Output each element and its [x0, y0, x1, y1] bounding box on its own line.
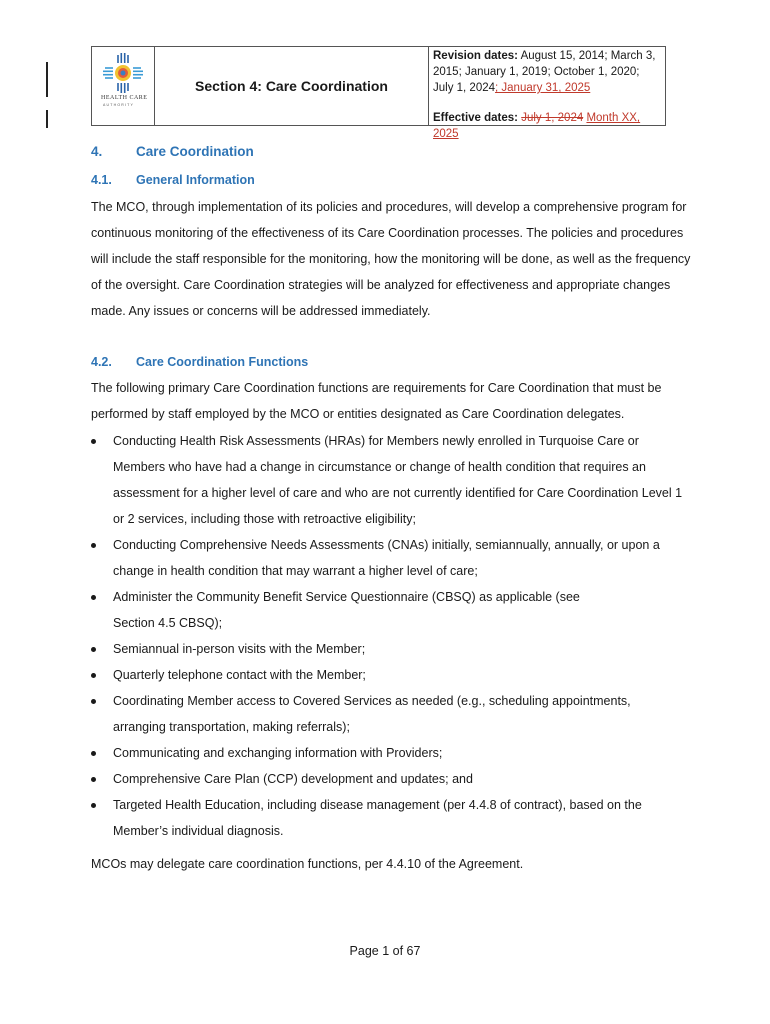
bullet-icon — [91, 777, 96, 782]
bullet-icon — [91, 647, 96, 652]
revision-dates-text: August 15, 2014; March 3, 2015; January 1, 2019; October 1, 2020; July 1, 2024 — [433, 50, 656, 94]
list-item-text: Conducting Comprehensive Needs Assessments (CNAs) initially, semiannually, annually, or upon a change in health condition that may warrant a higher level of care; — [113, 538, 660, 578]
functions-bullet-list — [91, 428, 691, 844]
list-item-text: Comprehensive Care Plan (CCP) development and updates; and — [113, 772, 473, 786]
revision-added-text: ; January 31, 2025 — [495, 82, 591, 94]
subsection-number: 4.1. — [91, 173, 112, 187]
subsection-heading-4-2 — [91, 355, 308, 369]
list-item-text: Targeted Health Education, including disease management (per 4.4.8 of contract), based on the Member’s individual diagnosis. — [113, 798, 642, 838]
subsection-title: General Information — [136, 173, 255, 187]
logo — [92, 47, 155, 125]
closing-paragraph: MCOs may delegate care coordination functions, per 4.4.10 of the Agreement. — [91, 857, 524, 871]
section-heading — [91, 144, 254, 159]
list-item-text: Coordinating Member access to Covered Services as needed (e.g., scheduling appointments, arranging transportation, making referrals); — [113, 694, 631, 734]
section-heading-text: Care Coordination — [136, 144, 254, 159]
section-title: Section 4: Care Coordination — [155, 47, 429, 125]
general-information-paragraph: The MCO, through implementation of its policies and procedures, will develop a comprehensive program for continuous monitoring of the effectiveness of its Care Coordination processes. The policies and procedures will include the staff responsible for the monitoring, how the monitoring will be done, as well as the frequency of the oversight. Care Coordination strategies will be analyzed for effectiveness and appropriate changes made. Any issues or concerns will be addressed immediately. — [91, 200, 691, 318]
list-item-text: Quarterly telephone contact with the Member; — [113, 668, 366, 682]
list-item — [91, 740, 691, 766]
bullet-icon — [91, 595, 96, 600]
list-item — [91, 688, 691, 740]
effective-deleted-text: July 1, 2024 — [521, 112, 584, 124]
list-item — [91, 662, 691, 688]
effective-added-text: Month XX, 2025 — [433, 112, 641, 140]
bullet-icon — [91, 751, 96, 756]
effective-label: Effective dates: — [433, 112, 519, 124]
subsection-number: 4.2. — [91, 355, 112, 369]
logo-text: HEALTH CARE — [101, 95, 148, 101]
list-item — [91, 792, 691, 844]
bullet-icon — [91, 543, 96, 548]
bullet-icon — [91, 439, 96, 444]
revision-label: Revision dates: — [433, 50, 518, 62]
list-item-text: Administer the Community Benefit Service Questionnaire (CBSQ) as applicable (see Section 4.5 CBSQ); — [113, 590, 580, 630]
list-item — [91, 766, 691, 792]
list-item — [91, 532, 691, 584]
change-bar — [46, 110, 48, 128]
page-number: Page 1 of 67 — [349, 944, 421, 958]
functions-intro-paragraph: The following primary Care Coordination functions are requirements for Care Coordination that must be performed by staff employed by the MCO or entities designated as Care Coordination delegates. — [91, 381, 662, 421]
section-number: 4. — [91, 144, 103, 159]
bullet-icon — [91, 699, 96, 704]
list-item-text: Communicating and exchanging information with Providers; — [113, 746, 443, 760]
revision-block — [429, 47, 665, 140]
list-item — [91, 636, 691, 662]
bullet-icon — [91, 673, 96, 678]
revision-dates — [433, 48, 661, 96]
logo-subtext: AUTHORITY — [103, 103, 135, 107]
list-item-text: Semiannual in-person visits with the Member; — [113, 642, 366, 656]
subsection-title: Care Coordination Functions — [136, 355, 309, 369]
change-bar — [46, 62, 48, 97]
list-item — [91, 584, 691, 636]
list-item-text: Conducting Health Risk Assessments (HRAs) for Members newly enrolled in Turquoise Care or Members who have had a change in circumstance or change of health condition that requires an assessment for a higher level of care and who are not currently identified for Care Coordination Level 1 or 2 services, including those with retroactive eligibility; — [113, 434, 683, 526]
list-item — [91, 428, 691, 532]
effective-dates — [433, 110, 665, 142]
bullet-icon — [91, 803, 96, 808]
subsection-heading-4-1 — [91, 173, 255, 187]
header-table — [91, 46, 666, 140]
